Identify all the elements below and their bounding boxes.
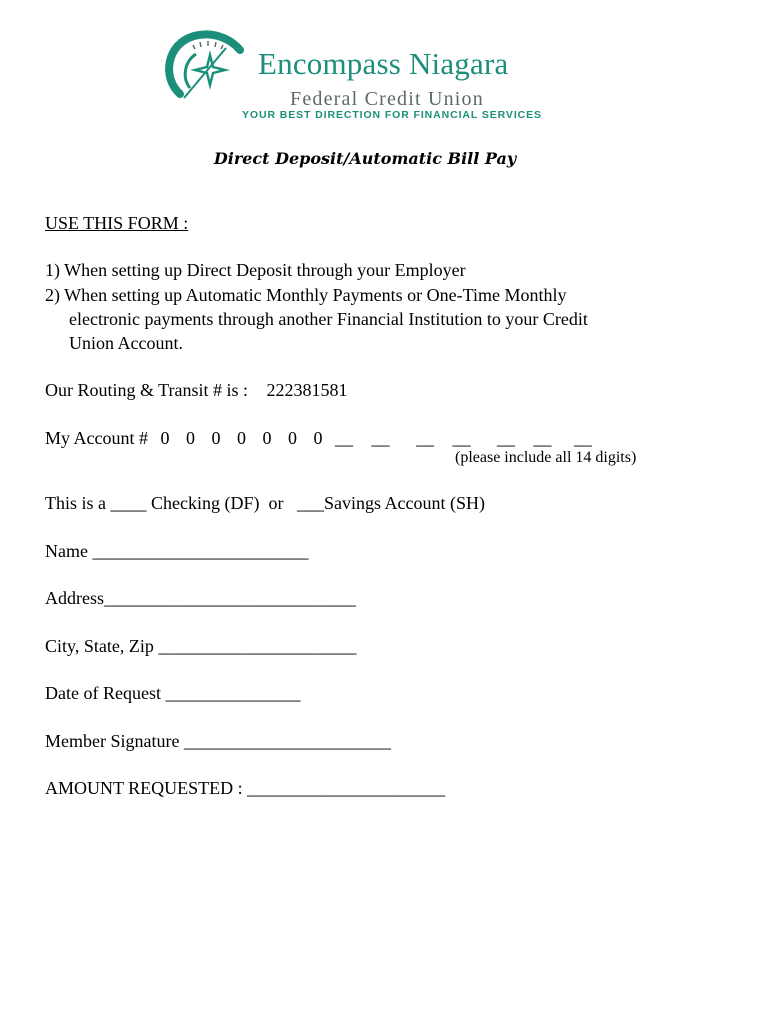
account-digit: 0 [262, 428, 272, 448]
city-state-zip-field: City, State, Zip ______________________ [45, 636, 357, 656]
account-digit: 0 [313, 428, 323, 448]
account-digit: 0 [288, 428, 297, 448]
account-label: My Account # [45, 428, 148, 448]
logo-subtitle: Federal Credit Union [290, 88, 484, 110]
account-blank: __ [533, 428, 552, 448]
routing-row [45, 378, 348, 402]
account-blanks [321, 428, 592, 448]
logo-name: Encompass Niagara [258, 46, 509, 81]
credit-union-logo [160, 28, 570, 124]
usage-item-2: 2) When setting up Automatic Monthly Payments or One-Time Monthly [45, 285, 567, 305]
usage-item-2-end: Union Account. [69, 333, 183, 353]
amount-requested-field: AMOUNT REQUESTED : ______________________ [45, 778, 446, 798]
member-signature-field: Member Signature _______________________ [45, 731, 391, 751]
account-blank: __ [335, 428, 353, 448]
date-of-request-field: Date of Request _______________ [45, 683, 301, 703]
account-blank: __ [452, 428, 471, 448]
account-type-line: This is a ____ Checking (DF) or ___Savings Account (SH) [45, 493, 485, 513]
name-field: Name ________________________ [45, 541, 309, 561]
routing-number: 222381581 [266, 380, 348, 400]
form-title: Direct Deposit/Automatic Bill Pay [213, 149, 517, 168]
use-form-heading: USE THIS FORM : [45, 213, 189, 233]
account-blank: __ [574, 428, 592, 448]
account-blank: __ [416, 428, 434, 448]
account-digit: 0 [211, 428, 221, 448]
usage-item-1: 1) When setting up Direct Deposit through your Employer [45, 260, 466, 280]
account-blank: __ [497, 428, 515, 448]
account-digits-note: (please include all 14 digits) [455, 449, 637, 466]
account-digit: 0 [160, 428, 170, 448]
account-digit: 0 [186, 428, 195, 448]
address-field: Address____________________________ [45, 588, 356, 608]
compass-star-icon [160, 28, 250, 108]
usage-item-2-cont: electronic payments through another Financial Institution to your Credit [69, 309, 588, 329]
account-blank: __ [371, 428, 390, 448]
account-row [45, 426, 592, 450]
account-digit: 0 [237, 428, 246, 448]
account-digits [149, 426, 323, 450]
routing-label: Our Routing & Transit # is : [45, 380, 249, 400]
logo-tagline: YOUR BEST DIRECTION FOR FINANCIAL SERVICES [242, 109, 542, 121]
